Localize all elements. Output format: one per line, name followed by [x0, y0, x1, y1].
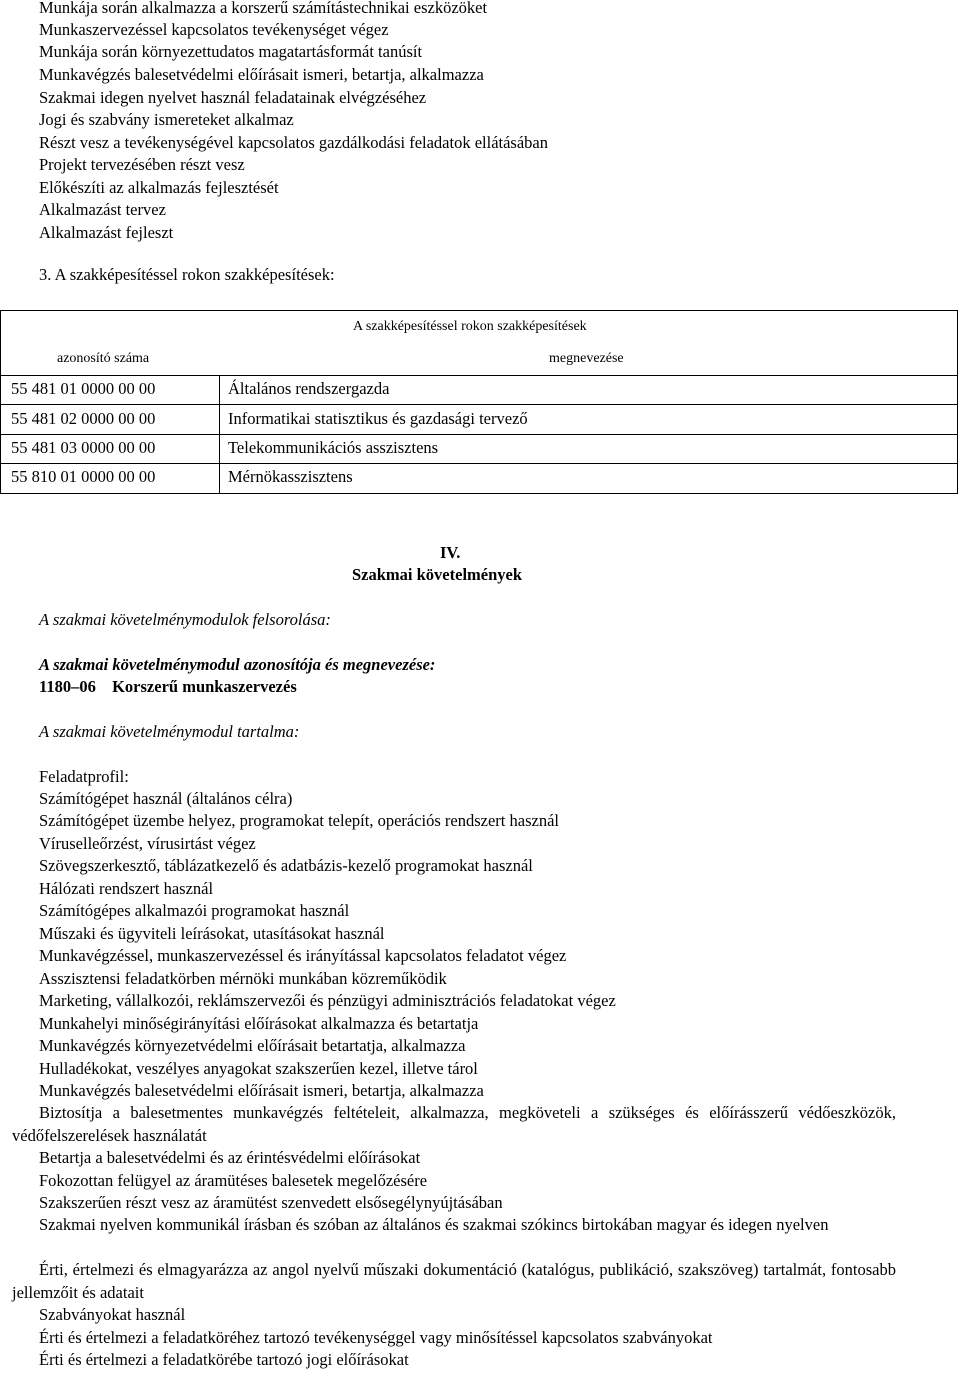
- task-item: Szakszerűen részt vesz az áramütést szenvedett elsősegélynyújtásában: [39, 1193, 503, 1212]
- task-item: Számítógépet használ (általános célra): [39, 789, 293, 808]
- list-item: Szakmai idegen nyelvet használ feladatainak elvégzéséhez: [39, 88, 427, 107]
- task-item: Számítógépes alkalmazói programokat használ: [39, 901, 350, 920]
- row-code: 55 481 01 0000 00 00: [11, 379, 156, 398]
- task-item: Műszaki és ügyviteli leírásokat, utasításokat használ: [39, 924, 385, 943]
- module-code: 1180–06: [39, 677, 96, 696]
- list-item: Munkaszervezéssel kapcsolatos tevékenységet végez: [39, 20, 389, 39]
- list-item: Részt vesz a tevékenységével kapcsolatos gazdálkodási feladatok ellátásában: [39, 133, 548, 152]
- task-item: Marketing, vállalkozói, reklámszervezői és pénzügyi adminisztrációs feladatokat végez: [39, 991, 616, 1010]
- list-item: Munkavégzés balesetvédelmi előírásait ismeri, betartja, alkalmazza: [39, 65, 484, 84]
- task-text: Szakmai nyelven kommunikál írásban és szóban az általános és szakmai szókincs birtokában magyar és idegen nyelven: [39, 1215, 829, 1234]
- task-item: Hálózati rendszert használ: [39, 879, 214, 898]
- task-text: Biztosítja a balesetmentes munkavégzés feltételeit, alkalmazza, megköveteli a szükséges és előírásszerű védőeszközök, védőfelszerelések használatát: [12, 1103, 896, 1145]
- row-name: Általános rendszergazda: [228, 379, 390, 398]
- row-code: 55 810 01 0000 00 00: [11, 467, 156, 486]
- task-item: Érti és értelmezi a feladatkörébe tartozó jogi előírásokat: [39, 1350, 409, 1369]
- row-code: 55 481 03 0000 00 00: [11, 438, 156, 457]
- list-item: Jogi és szabvány ismereteket alkalmaz: [39, 110, 294, 129]
- module-name: Korszerű munkaszervezés: [112, 677, 297, 696]
- task-item: Munkavégzés környezetvédelmi előírásait betartatja, alkalmazza: [39, 1036, 466, 1055]
- table-row: [1, 463, 957, 492]
- row-name: Informatikai statisztikus és gazdasági tervező: [228, 409, 528, 428]
- task-item-wrapped: [12, 1102, 896, 1147]
- table-row: [1, 434, 957, 464]
- task-item: Munkavégzéssel, munkaszervezéssel és irányítással kapcsolatos feladatot végez: [39, 946, 567, 965]
- table-row: [1, 375, 957, 405]
- column-header-name: megnevezése: [549, 351, 624, 366]
- list-item: Előkészíti az alkalmazás fejlesztését: [39, 178, 279, 197]
- task-profile-label: Feladatprofil:: [39, 767, 129, 786]
- row-code: 55 481 02 0000 00 00: [11, 409, 156, 428]
- task-item: Asszisztensi feladatkörben mérnöki munkában közreműködik: [39, 969, 447, 988]
- column-header-id: azonosító száma: [57, 351, 150, 366]
- list-item: Alkalmazást fejleszt: [39, 223, 174, 242]
- row-name: Telekommunikációs asszisztens: [228, 438, 439, 457]
- list-item: Munkája során környezettudatos magatartásformát tanúsít: [39, 42, 423, 61]
- section-title: Szakmai követelmények: [352, 565, 523, 584]
- task-item: Érti és értelmezi a feladatköréhez tartozó tevékenységgel vagy minősítéssel kapcsolatos szabványokat: [39, 1328, 713, 1347]
- module-id-label: A szakmai követelménymodul azonosítója és megnevezése:: [39, 655, 436, 674]
- task-item: Víruselleőrzést, vírusirtást végez: [39, 834, 256, 853]
- table-caption: A szakképesítéssel rokon szakképesítések: [353, 319, 587, 334]
- task-item: Szövegszerkesztő, táblázatkezelő és adatbázis-kezelő programokat használ: [39, 856, 533, 875]
- task-item: Munkavégzés balesetvédelmi előírásait ismeri, betartja, alkalmazza: [39, 1081, 484, 1100]
- table-header: [1, 311, 957, 376]
- task-text: Érti, értelmezi és elmagyarázza az angol nyelvű műszaki dokumentáció (katalógus, publikáció, szakszöveg) tartalmát, fontosabb jellemzőit és adatait: [12, 1260, 896, 1302]
- task-item: Munkahelyi minőségirányítási előírásokat alkalmazza és betartatja: [39, 1014, 479, 1033]
- section-number: IV.: [440, 543, 461, 562]
- module-content-label: A szakmai követelménymodul tartalma:: [39, 722, 300, 741]
- row-name: Mérnökasszisztens: [228, 467, 353, 486]
- task-item: Fokozottan felügyel az áramütéses balesetek megelőzésére: [39, 1171, 428, 1190]
- task-item: Hulladékokat, veszélyes anyagokat szakszerűen kezel, illetve tárol: [39, 1059, 478, 1078]
- related-heading: 3. A szakképesítéssel rokon szakképesítések:: [39, 265, 335, 284]
- table-row: [1, 405, 957, 435]
- list-item: Alkalmazást tervez: [39, 200, 166, 219]
- task-item: Szabványokat használ: [39, 1305, 186, 1324]
- task-item-wrapped: [12, 1214, 896, 1237]
- task-item: Számítógépet üzembe helyez, programokat telepít, operációs rendszert használ: [39, 811, 559, 830]
- module-title: [39, 676, 297, 698]
- task-item-wrapped: [12, 1259, 896, 1304]
- list-item: Projekt tervezésében részt vesz: [39, 155, 245, 174]
- modules-list-label: A szakmai követelménymodulok felsorolása:: [39, 610, 331, 629]
- task-item: Betartja a balesetvédelmi és az érintésvédelmi előírásokat: [39, 1148, 421, 1167]
- related-qualifications-table: [0, 310, 958, 494]
- list-item: Munkája során alkalmazza a korszerű számítástechnikai eszközöket: [39, 0, 488, 17]
